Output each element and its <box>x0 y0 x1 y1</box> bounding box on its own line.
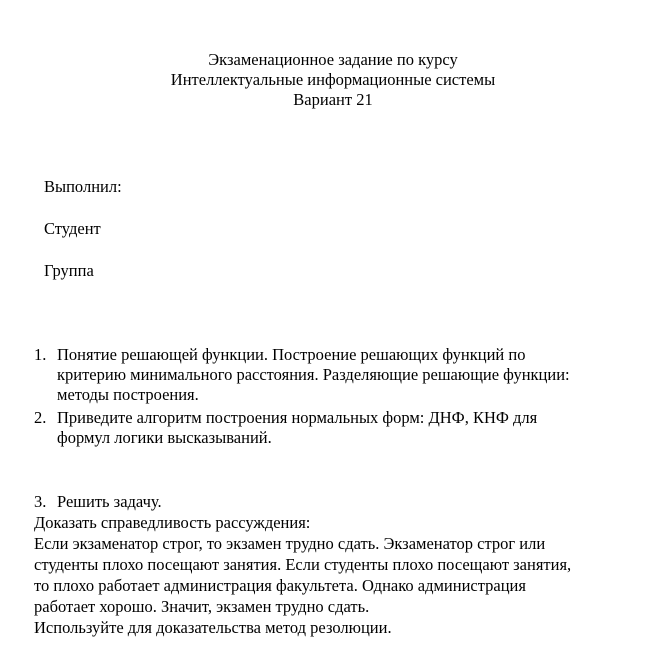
question-number: 2. <box>34 408 47 427</box>
question-item-2 <box>34 408 644 448</box>
exam-title: Экзаменационное задание по курсу <box>208 50 458 69</box>
task-line: Если экзаменатор строг, то экзамен трудно сдать. Экзаменатор строг или <box>34 534 546 553</box>
task-instruction: Используйте для доказательства метод резолюции. <box>34 618 392 637</box>
question-line: Решить задачу. <box>57 492 162 511</box>
task-line: то плохо работает администрация факультета. Однако администрация <box>34 576 526 595</box>
group-label: Группа <box>44 261 94 280</box>
task-line: работает хорошо. Значит, экзамен трудно сдать. <box>34 597 370 616</box>
question-text <box>57 492 644 512</box>
student-label: Студент <box>44 219 101 238</box>
question-number: 3. <box>34 492 47 511</box>
question-line: критерию минимального расстояния. Разделяющие решающие функции: <box>57 365 570 384</box>
question-line: методы построения. <box>57 385 199 404</box>
question-number: 1. <box>34 345 47 364</box>
question-text <box>57 408 644 448</box>
exam-title-block <box>0 50 666 110</box>
question-line: Понятие решающей функции. Построение решающих функций по <box>57 345 526 364</box>
question-text <box>57 345 644 405</box>
task-line: студенты плохо посещают занятия. Если студенты плохо посещают занятия, <box>34 555 572 574</box>
task-heading: Доказать справедливость рассуждения: <box>34 513 311 532</box>
question-item-3 <box>34 492 644 512</box>
question-line: формул логики высказываний. <box>57 428 272 447</box>
variant-number: Вариант 21 <box>293 90 373 109</box>
question-line: Приведите алгоритм построения нормальных форм: ДНФ, КНФ для <box>57 408 538 427</box>
performed-by-label: Выполнил: <box>44 177 122 196</box>
question-item-1 <box>34 345 644 405</box>
course-name: Интеллектуальные информационные системы <box>170 70 496 89</box>
